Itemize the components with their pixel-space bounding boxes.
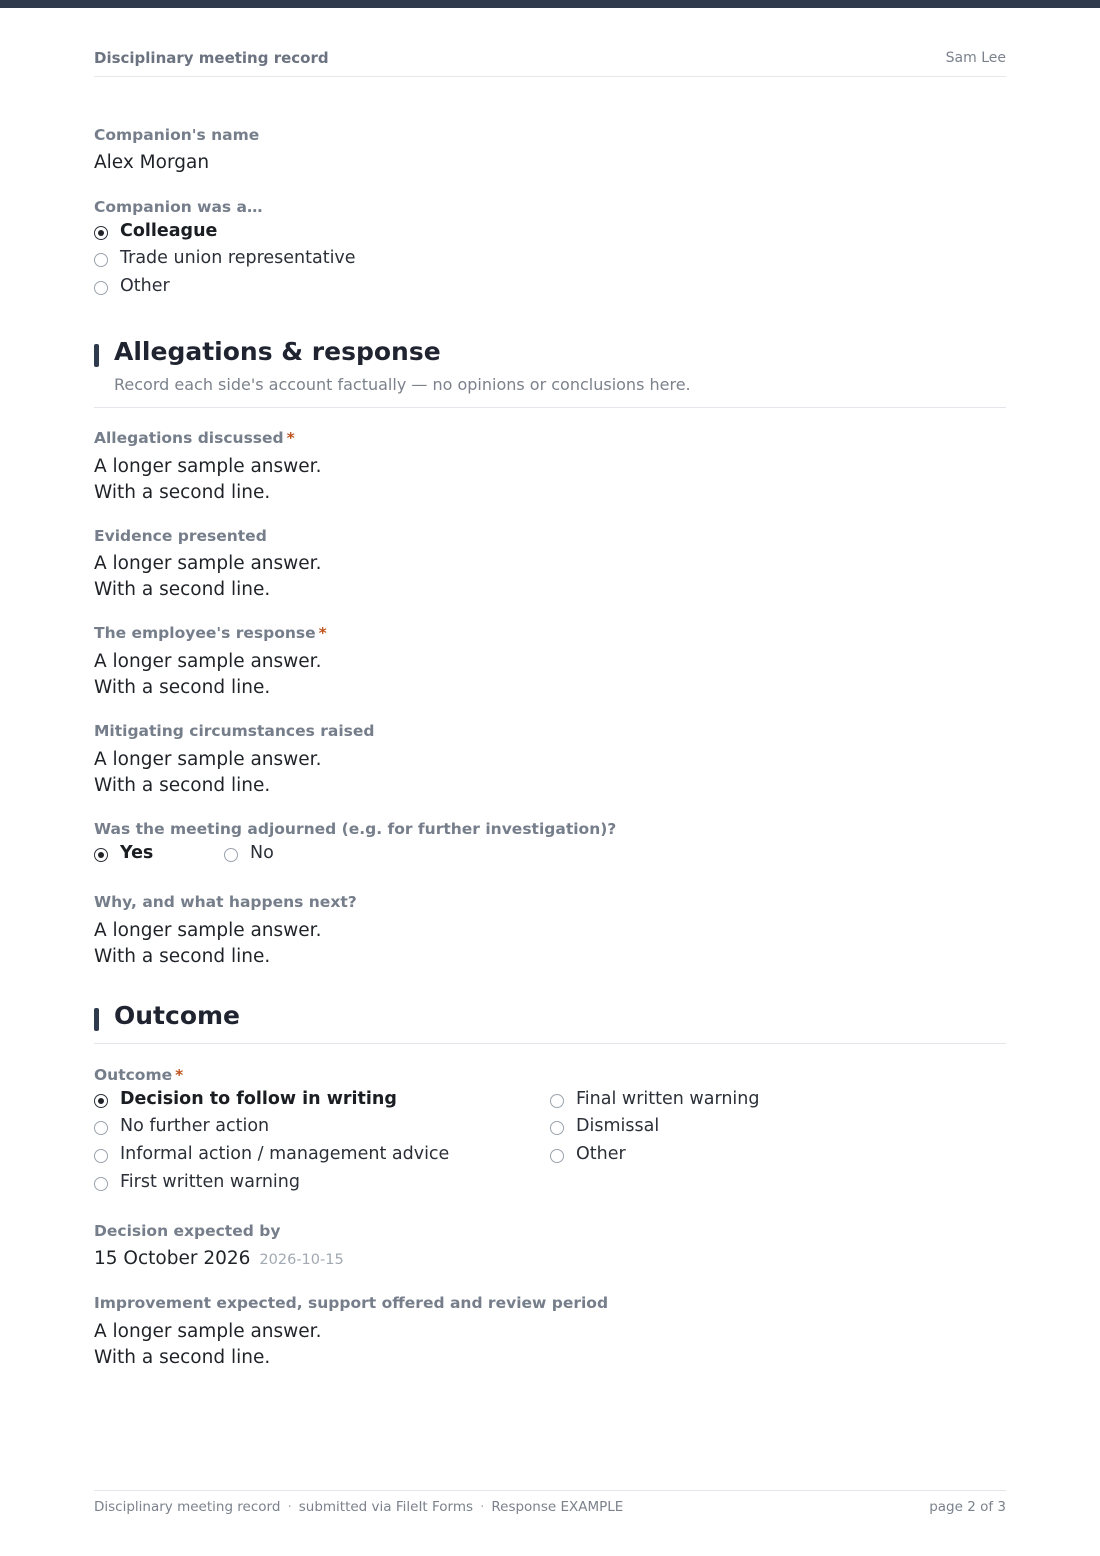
- mitigating-value: [94, 747, 321, 798]
- option-label: Dismissal: [576, 1116, 660, 1136]
- page-number: page 2 of 3: [929, 1499, 1006, 1515]
- radio-selected-icon: [94, 848, 108, 862]
- top-accent-bar: [0, 0, 1100, 8]
- radio-selected-icon: [94, 226, 108, 240]
- radio-icon: [550, 1121, 564, 1135]
- radio-icon: [550, 1149, 564, 1163]
- running-header: [94, 49, 1006, 77]
- answer-line: With a second line.: [94, 774, 271, 796]
- field-label-text: Allegations discussed: [94, 429, 284, 447]
- required-marker: *: [175, 1066, 184, 1084]
- required-marker: *: [286, 429, 295, 447]
- section-marker: [94, 1008, 99, 1031]
- evidence-label: Evidence presented: [94, 527, 267, 545]
- radio-icon: [224, 848, 238, 862]
- answer-line: A longer sample answer.: [94, 553, 322, 574]
- improvement-value: [94, 1319, 321, 1370]
- improvement-label: Improvement expected, support offered and review period: [94, 1294, 609, 1312]
- answer-line: A longer sample answer.: [94, 456, 322, 477]
- answer-line: With a second line.: [94, 945, 271, 967]
- radio-icon: [550, 1094, 564, 1108]
- option-label: Decision to follow in writing: [120, 1089, 397, 1109]
- allegations-discussed-value: [94, 454, 321, 505]
- answer-line: A longer sample answer.: [94, 920, 322, 941]
- field-label-text: Outcome: [94, 1066, 173, 1084]
- option-label: Other: [120, 276, 170, 296]
- radio-selected-icon: [94, 1094, 108, 1108]
- decision-date-text: 15 October 2026: [94, 1248, 251, 1269]
- allegations-discussed-label: [94, 429, 295, 447]
- companion-type-label: Companion was a…: [94, 198, 263, 216]
- employee-response-label: [94, 624, 327, 642]
- answer-line: A longer sample answer.: [94, 749, 322, 770]
- employee-response-value: [94, 649, 321, 700]
- radio-icon: [94, 1121, 108, 1135]
- option-label: No further action: [120, 1116, 270, 1136]
- footer-submitted-via: submitted via FileIt Forms: [298, 1499, 474, 1515]
- answer-line: A longer sample answer.: [94, 651, 322, 672]
- option-label: First written warning: [120, 1172, 300, 1192]
- option-label: Other: [576, 1144, 626, 1164]
- decision-date-iso: 2026-10-15: [259, 1252, 344, 1268]
- outcome-label: [94, 1066, 183, 1084]
- footer-info: [94, 1499, 623, 1515]
- document-title: Disciplinary meeting record: [94, 49, 329, 67]
- section-allegations: [94, 337, 1006, 408]
- section-marker: [94, 344, 99, 367]
- radio-icon: [94, 1149, 108, 1163]
- evidence-value: [94, 551, 321, 602]
- option-label: Trade union representative: [120, 248, 356, 268]
- next-steps-label: Why, and what happens next?: [94, 893, 357, 911]
- section-outcome: [94, 1001, 1006, 1044]
- option-label: Final written warning: [576, 1089, 760, 1109]
- respondent-name: Sam Lee: [945, 50, 1006, 66]
- answer-line: A longer sample answer.: [94, 1321, 322, 1342]
- next-steps-value: [94, 918, 321, 969]
- footer-separator: ·: [480, 1499, 485, 1515]
- section-subtitle: Record each side's account factually — no opinions or conclusions here.: [114, 375, 691, 394]
- answer-line: With a second line.: [94, 578, 271, 600]
- decision-date-value: [94, 1246, 344, 1274]
- companion-name-label: Companion's name: [94, 126, 260, 144]
- page-footer: [94, 1490, 1006, 1521]
- decision-date-label: Decision expected by: [94, 1222, 281, 1240]
- option-label: Colleague: [120, 221, 218, 241]
- footer-response-id: Response EXAMPLE: [491, 1499, 624, 1515]
- footer-separator: ·: [287, 1499, 292, 1515]
- adjourned-label: Was the meeting adjourned (e.g. for further investigation)?: [94, 820, 617, 838]
- answer-line: With a second line.: [94, 481, 271, 503]
- option-label: Yes: [120, 843, 154, 863]
- section-heading: Allegations & response: [114, 337, 441, 366]
- answer-line: With a second line.: [94, 676, 271, 698]
- section-heading: Outcome: [114, 1001, 241, 1030]
- option-label: No: [250, 843, 274, 863]
- companion-name-value: Alex Morgan: [94, 152, 210, 173]
- footer-form-name: Disciplinary meeting record: [94, 1499, 281, 1515]
- field-label-text: The employee's response: [94, 624, 316, 642]
- radio-icon: [94, 1177, 108, 1191]
- option-label: Informal action / management advice: [120, 1144, 450, 1164]
- answer-line: With a second line.: [94, 1346, 271, 1368]
- radio-icon: [94, 281, 108, 295]
- mitigating-label: Mitigating circumstances raised: [94, 722, 375, 740]
- required-marker: *: [318, 624, 327, 642]
- radio-icon: [94, 253, 108, 267]
